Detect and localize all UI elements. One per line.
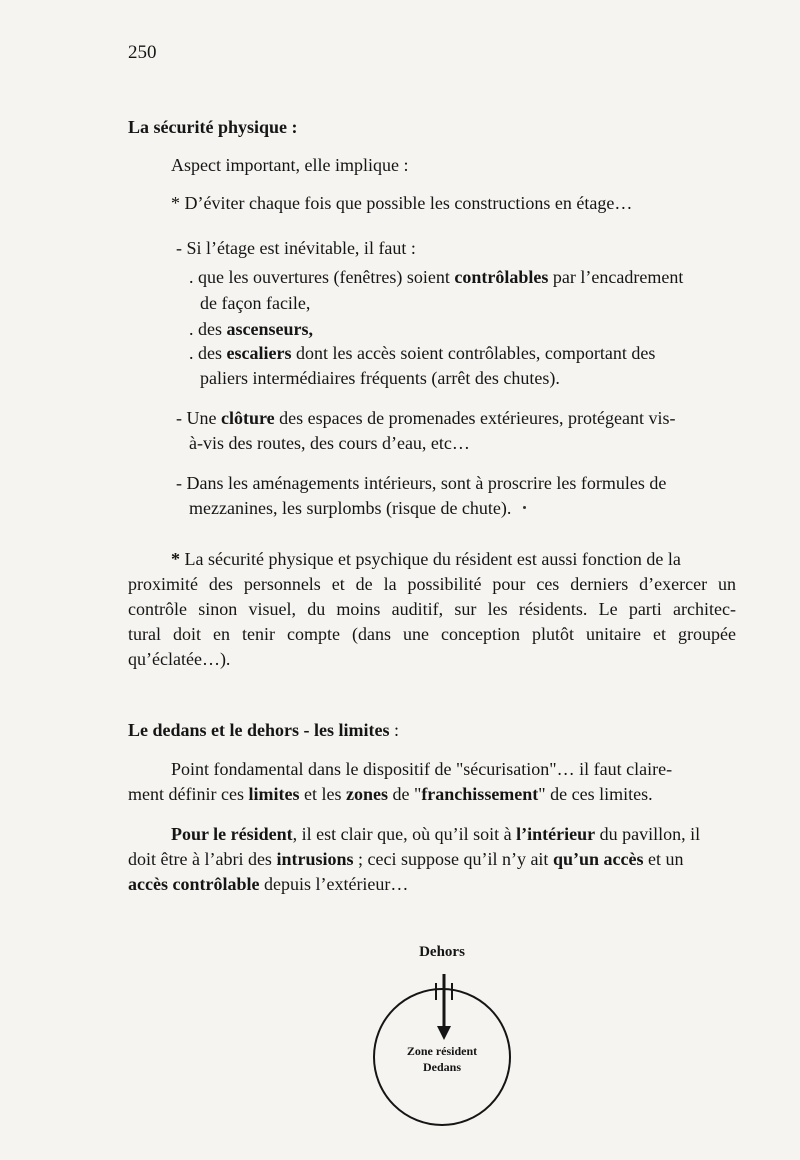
para-security-line3: contrôle sinon visuel, du moins auditif, sur les résidents. Le parti architec- (128, 599, 736, 619)
inside-label-dedans: Dedans (422, 1060, 461, 1074)
para-security-line4: tural doit en tenir compte (dans une conception plutôt unitaire et groupée (128, 624, 736, 644)
item-stairs-cont: paliers intermédiaires fréquents (arrêt des chutes). (200, 368, 560, 388)
item-stairs: . des escaliers dont les accès soient contrôlables, comportant des (189, 343, 656, 363)
outside-label: Dehors (419, 944, 465, 960)
para-security-line2: proximité des personnels et de la possibilité pour ces derniers d’exercer un (128, 574, 736, 594)
sub-point-interior: - Dans les aménagements intérieurs, sont à proscrire les formules de (176, 473, 667, 493)
section-heading-limits: Le dedans et le dehors - les limites : (128, 720, 399, 740)
item-windows: . que les ouvertures (fenêtres) soient contrôlables par l’encadrement (189, 267, 684, 287)
para-limits-line1: Point fondamental dans le dispositif de "sécurisation"… il faut claire- (171, 759, 673, 779)
intro-text: Aspect important, elle implique : (171, 155, 409, 175)
sub-point-floor: - Si l’étage est inévitable, il faut : (176, 238, 416, 258)
para-limits-line2: ment définir ces limites et les zones de "franchissement" de ces limites. (128, 784, 653, 804)
bullet-avoid-floors: * D’éviter chaque fois que possible les constructions en étage… (171, 193, 633, 213)
para-resident-line3: accès contrôlable depuis l’extérieur… (128, 874, 409, 894)
sub-point-interior-cont: mezzanines, les surplombs (risque de chute). (189, 498, 512, 518)
sub-point-fence: - Une clôture des espaces de promenades extérieures, protégeant vis- (176, 408, 676, 428)
item-windows-cont: de façon facile, (200, 293, 311, 313)
item-lifts: . des ascenseurs, (189, 319, 313, 339)
para-resident-line1: Pour le résident, il est clair que, où qu’il soit à l’intérieur du pavillon, il (171, 824, 701, 844)
inside-label-zone: Zone résident (406, 1044, 478, 1058)
para-resident-line2: doit être à l’abri des intrusions ; ceci suppose qu’il n’y ait qu’un accès et un (128, 849, 684, 869)
para-security-line5: qu’éclatée…). (128, 649, 231, 669)
access-arrow-head (437, 1026, 451, 1040)
page-number: 250 (128, 42, 157, 63)
para-security-line1: * La sécurité physique et psychique du résident est aussi fonction de la (171, 549, 681, 569)
sub-point-fence-cont: à-vis des routes, des cours d’eau, etc… (189, 433, 470, 453)
section-heading-physical-security: La sécurité physique : (128, 117, 298, 137)
